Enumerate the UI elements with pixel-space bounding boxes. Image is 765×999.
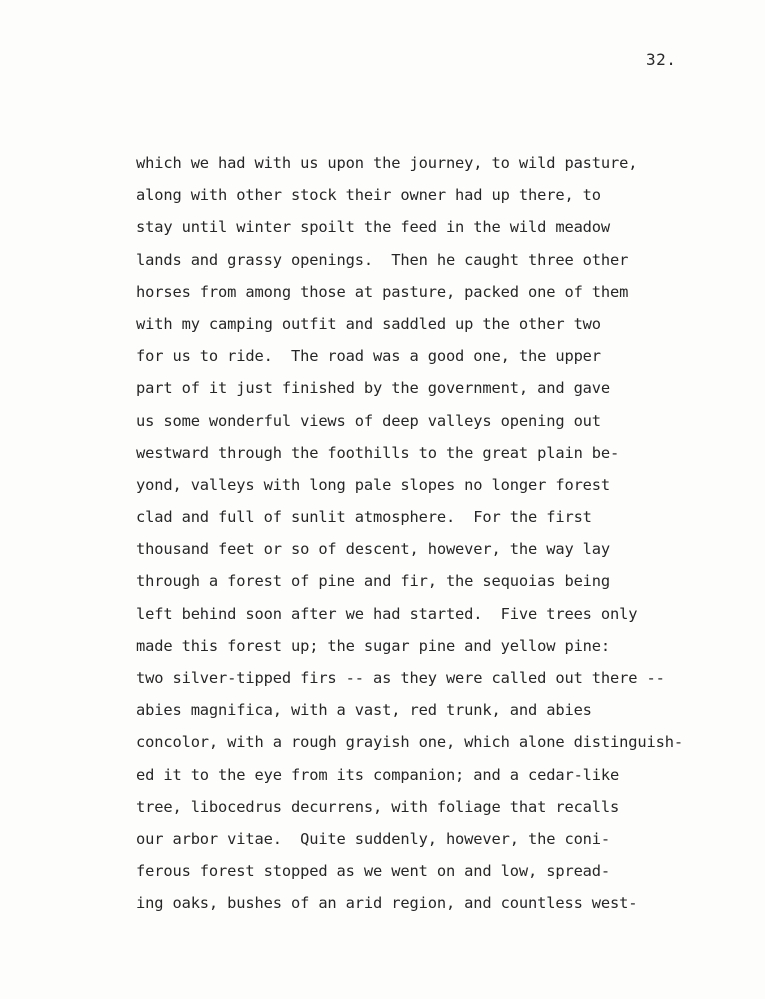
- text-line: stay until winter spoilt the feed in the wild meadow: [136, 218, 611, 237]
- text-line: tree, libocedrus decurrens, with foliage that recalls: [136, 797, 620, 816]
- text-line: us some wonderful views of deep valleys opening out: [136, 411, 601, 430]
- text-line: for us to ride. The road was a good one, the upper: [136, 347, 601, 366]
- text-line: concolor, with a rough grayish one, which alone distinguish-: [136, 733, 683, 752]
- text-line: ed it to the eye from its companion; and a cedar-like: [136, 765, 620, 784]
- text-line: left behind soon after we had started. Five trees only: [136, 604, 638, 623]
- page-number: 32.: [646, 50, 677, 69]
- text-line: horses from among those at pasture, packed one of them: [136, 282, 629, 301]
- body-text: [136, 147, 683, 920]
- text-line: lands and grassy openings. Then he caught three other: [136, 250, 629, 269]
- text-line: our arbor vitae. Quite suddenly, however, the coni-: [136, 829, 611, 848]
- text-line: clad and full of sunlit atmosphere. For the first: [136, 508, 592, 527]
- text-line: two silver-tipped firs -- as they were called out there --: [136, 669, 665, 687]
- text-line: ing oaks, bushes of an arid region, and countless west-: [136, 894, 638, 913]
- text-line: westward through the foothills to the great plain be-: [136, 443, 620, 462]
- text-line: made this forest up; the sugar pine and yellow pine:: [136, 636, 611, 655]
- text-line: through a forest of pine and fir, the sequoias being: [136, 572, 611, 591]
- text-line: ferous forest stopped as we went on and low, spread-: [136, 862, 611, 881]
- text-line: along with other stock their owner had up there, to: [136, 186, 601, 205]
- text-line: yond, valleys with long pale slopes no longer forest: [136, 475, 611, 494]
- text-line: thousand feet or so of descent, however, the way lay: [136, 540, 611, 559]
- text-line: part of it just finished by the government, and gave: [136, 379, 611, 398]
- text-line: with my camping outfit and saddled up the other two: [136, 314, 601, 333]
- text-line: which we had with us upon the journey, to wild pasture,: [136, 154, 638, 172]
- text-line: abies magnifica, with a vast, red trunk, and abies: [136, 701, 592, 720]
